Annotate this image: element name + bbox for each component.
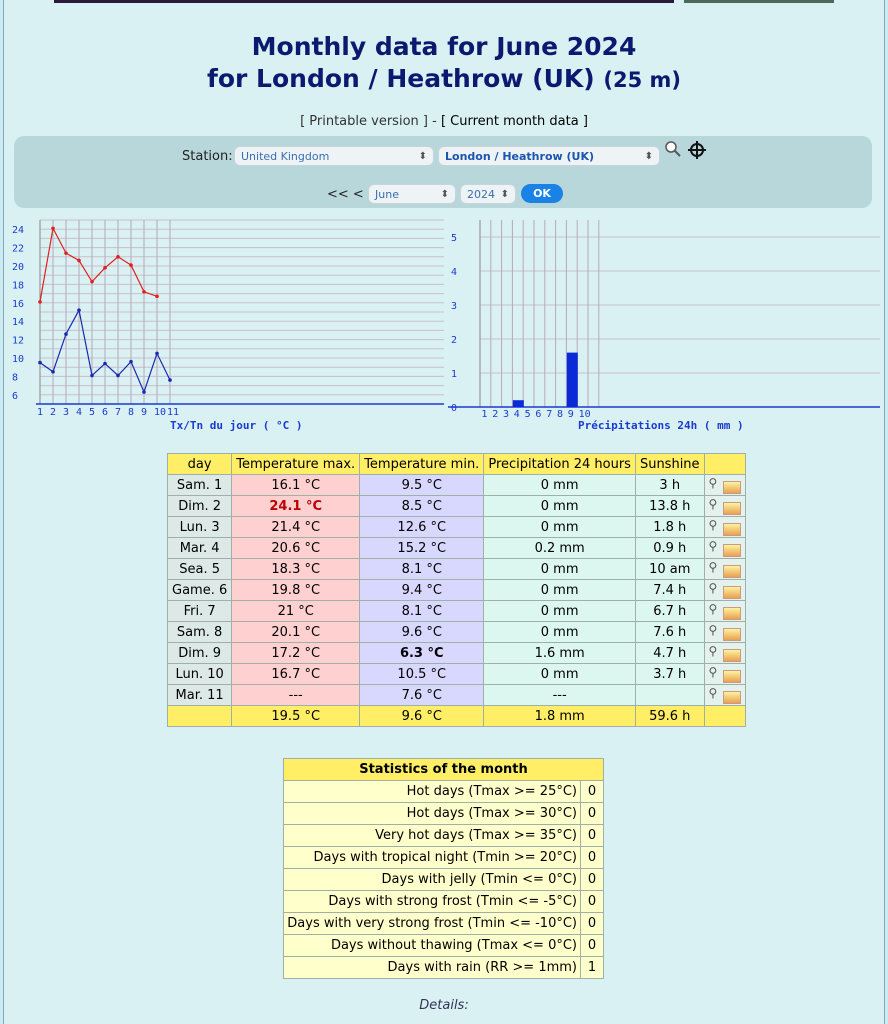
- stats-row: [284, 847, 604, 869]
- title-line1: Monthly data for June 2024: [251, 32, 637, 61]
- table-row: [168, 664, 746, 685]
- totals-row: [168, 706, 746, 727]
- day-details-icon[interactable]: [709, 602, 741, 620]
- cell-tmin: 8.1 °C: [360, 559, 484, 580]
- page-title: [4, 32, 884, 61]
- table-row: [168, 538, 746, 559]
- table-row: [168, 559, 746, 580]
- top-banner-strip: [54, 0, 674, 3]
- links-separator: -: [427, 114, 441, 129]
- y-tick-label: 0: [451, 403, 458, 414]
- tmax-point: [103, 266, 107, 270]
- stats-value: 0: [581, 891, 604, 913]
- stats-label: Days with rain (RR >= 1mm): [284, 957, 581, 979]
- ok-button[interactable]: OK: [521, 184, 563, 203]
- cell-tmin: 9.5 °C: [360, 475, 484, 496]
- precipitation-chart: [448, 212, 884, 434]
- cell-day: Dim. 2: [168, 496, 232, 517]
- links-row: [4, 114, 884, 129]
- cell-prec: 0 mm: [484, 517, 636, 538]
- stats-value: 0: [581, 869, 604, 891]
- stats-row: [284, 891, 604, 913]
- stats-label: Hot days (Tmax >= 25°C): [284, 781, 581, 803]
- cell-sun: 13.8 h: [635, 496, 704, 517]
- x-tick-label: 6: [535, 409, 542, 420]
- day-details-icon[interactable]: [709, 518, 741, 536]
- table-row: [168, 685, 746, 706]
- stats-label: Days without thawing (Tmax <= 0°C): [284, 935, 581, 957]
- x-tick-label: 4: [513, 409, 520, 420]
- tmax-point: [77, 259, 81, 263]
- y-tick-label: 14: [12, 317, 25, 329]
- table-row: [168, 475, 746, 496]
- total-empty: [704, 706, 745, 727]
- cell-day: Game. 6: [168, 580, 232, 601]
- x-tick-label: 1: [481, 409, 488, 420]
- y-tick-label: 1: [451, 369, 458, 380]
- chevron-updown-icon: ⬍: [500, 189, 509, 200]
- cell-tmax: 19.8 °C: [232, 580, 360, 601]
- cell-prec: 0 mm: [484, 622, 636, 643]
- tmin-point: [168, 378, 172, 382]
- tmin-point: [77, 308, 81, 312]
- stats-row: [284, 803, 604, 825]
- table-row: [168, 601, 746, 622]
- cell-tmax: 17.2 °C: [232, 643, 360, 664]
- mini-chart-icon: [723, 586, 741, 599]
- cell-sun: 3.7 h: [635, 664, 704, 685]
- year-value: 2024: [467, 188, 495, 201]
- tmax-point: [51, 226, 55, 230]
- header-tmax: Temperature max.: [232, 454, 360, 475]
- cell-tmax: 24.1 °C: [232, 496, 360, 517]
- magnifier-icon: ⚲: [708, 581, 718, 595]
- y-tick-label: 6: [12, 390, 19, 402]
- stats-value: 0: [581, 825, 604, 847]
- stats-label: Days with strong frost (Tmin <= -5°C): [284, 891, 581, 913]
- header-details: [704, 454, 745, 475]
- cell-day: Mar. 4: [168, 538, 232, 559]
- cell-tmin: 12.6 °C: [360, 517, 484, 538]
- y-tick-label: 18: [12, 280, 25, 292]
- total-tmax: 19.5 °C: [232, 706, 360, 727]
- cell-details: [704, 601, 745, 622]
- total-tmin: 9.6 °C: [360, 706, 484, 727]
- cell-details: [704, 538, 745, 559]
- current-month-link[interactable]: [ Current month data ]: [440, 114, 588, 129]
- cell-details: [704, 496, 745, 517]
- x-tick-label: 9: [567, 409, 574, 420]
- stats-value: 1: [581, 957, 604, 979]
- tmin-point: [129, 360, 133, 364]
- station-value: London / Heathrow (UK): [445, 150, 594, 163]
- stats-label: Hot days (Tmax >= 30°C): [284, 803, 581, 825]
- cell-sun: 1.8 h: [635, 517, 704, 538]
- cell-day: Sea. 5: [168, 559, 232, 580]
- table-row: [168, 496, 746, 517]
- y-tick-label: 5: [451, 233, 458, 244]
- mini-chart-icon: [723, 544, 741, 557]
- cell-details: [704, 685, 745, 706]
- cell-sun: 6.7 h: [635, 601, 704, 622]
- mini-chart-icon: [723, 481, 741, 494]
- cell-prec: 0 mm: [484, 601, 636, 622]
- y-tick-label: 16: [12, 298, 25, 310]
- cell-tmax: 20.1 °C: [232, 622, 360, 643]
- x-tick-label: 7: [115, 407, 122, 418]
- tmin-point: [90, 374, 94, 378]
- cell-day: Lun. 10: [168, 664, 232, 685]
- total-day: [168, 706, 232, 727]
- stats-title: Statistics of the month: [284, 759, 604, 781]
- chevron-updown-icon: ⬍: [440, 189, 449, 200]
- chevron-updown-icon: ⬍: [418, 151, 427, 162]
- station-label: Station:: [182, 149, 233, 164]
- stats-row: [284, 825, 604, 847]
- y-tick-label: 24: [12, 225, 25, 237]
- details-label: Details:: [419, 998, 469, 1013]
- x-tick-label: 1: [37, 407, 44, 418]
- y-tick-label: 4: [451, 267, 458, 278]
- mini-chart-icon: [723, 628, 741, 641]
- cell-tmin: 10.5 °C: [360, 664, 484, 685]
- crosshair-icon[interactable]: [687, 140, 707, 164]
- month-value: June: [375, 188, 399, 201]
- header-precipitation: Precipitation 24 hours: [484, 454, 636, 475]
- cell-prec: 0 mm: [484, 475, 636, 496]
- tmin-point: [38, 361, 42, 365]
- cell-tmin: 9.6 °C: [360, 622, 484, 643]
- stats-value: 0: [581, 935, 604, 957]
- mini-chart-icon: [723, 523, 741, 536]
- tmin-point: [142, 390, 146, 394]
- cell-sun: 7.4 h: [635, 580, 704, 601]
- x-tick-label: 10: [578, 409, 591, 420]
- magnifier-icon: ⚲: [708, 644, 718, 658]
- mini-chart-icon: [723, 502, 741, 515]
- mini-chart-icon: [723, 607, 741, 620]
- page-subtitle: [4, 64, 884, 93]
- cell-prec: 1.6 mm: [484, 643, 636, 664]
- cell-tmax: 16.1 °C: [232, 475, 360, 496]
- tmax-point: [90, 280, 94, 284]
- x-tick-label: 5: [89, 407, 96, 418]
- magnifier-icon: ⚲: [708, 497, 718, 511]
- year-select[interactable]: [460, 184, 516, 204]
- cell-details: [704, 643, 745, 664]
- mini-chart-icon: [723, 649, 741, 662]
- cell-details: [704, 559, 745, 580]
- title-altitude: (25 m): [603, 68, 682, 92]
- y-tick-label: 3: [451, 301, 458, 312]
- table-row: [168, 517, 746, 538]
- cell-day: Dim. 9: [168, 643, 232, 664]
- stats-label: Days with tropical night (Tmin >= 20°C): [284, 847, 581, 869]
- magnifier-icon: ⚲: [708, 518, 718, 532]
- mini-chart-icon: [723, 565, 741, 578]
- x-tick-label: 8: [557, 409, 564, 420]
- x-tick-label: 6: [102, 407, 109, 418]
- header-tmin: Temperature min.: [360, 454, 484, 475]
- day-details-icon[interactable]: [709, 623, 741, 641]
- cell-tmin: 7.6 °C: [360, 685, 484, 706]
- daily-data-table: [167, 453, 746, 727]
- table-header-row: [168, 454, 746, 475]
- cell-details: [704, 517, 745, 538]
- cell-sun: 3 h: [635, 475, 704, 496]
- stats-row: [284, 913, 604, 935]
- y-tick-label: 8: [12, 372, 19, 384]
- y-tick-label: 20: [12, 262, 25, 273]
- tmax-point: [64, 251, 68, 255]
- cell-details: [704, 580, 745, 601]
- cell-tmin: 6.3 °C: [360, 643, 484, 664]
- day-details-icon[interactable]: [709, 686, 741, 704]
- x-tick-label: 3: [503, 409, 510, 420]
- rain-chart-xlabel: Précipitations 24h ( mm ): [578, 419, 744, 432]
- cell-day: Sam. 8: [168, 622, 232, 643]
- tmin-point: [155, 352, 159, 356]
- x-tick-label: 8: [128, 407, 135, 418]
- cell-tmax: 20.6 °C: [232, 538, 360, 559]
- x-tick-label: 2: [492, 409, 499, 420]
- stats-row: [284, 781, 604, 803]
- y-tick-label: 2: [451, 335, 458, 346]
- tmax-line: [40, 228, 157, 302]
- header-day: day: [168, 454, 232, 475]
- x-tick-label: 3: [63, 407, 70, 418]
- stats-value: 0: [581, 913, 604, 935]
- x-tick-label: 2: [50, 407, 57, 418]
- tmin-point: [51, 370, 55, 374]
- cell-details: [704, 664, 745, 685]
- stats-value: 0: [581, 847, 604, 869]
- table-row: [168, 643, 746, 664]
- country-value: United Kingdom: [241, 150, 330, 163]
- temp-chart-xlabel: Tx/Tn du jour ( °C ): [170, 419, 303, 432]
- cell-tmax: 16.7 °C: [232, 664, 360, 685]
- cell-prec: 0 mm: [484, 496, 636, 517]
- magnifier-icon: ⚲: [708, 476, 718, 490]
- table-row: [168, 580, 746, 601]
- x-tick-label: 7: [546, 409, 553, 420]
- month-select[interactable]: [368, 184, 456, 204]
- cell-details: [704, 475, 745, 496]
- precipitation-bar: [567, 353, 578, 407]
- search-icon[interactable]: [664, 140, 682, 162]
- day-details-icon[interactable]: [709, 560, 741, 578]
- cell-tmin: 9.4 °C: [360, 580, 484, 601]
- magnifier-icon: ⚲: [708, 602, 718, 616]
- tmax-point: [155, 295, 159, 299]
- header-sunshine: Sunshine: [635, 454, 704, 475]
- day-details-icon[interactable]: [709, 476, 741, 494]
- tmax-point: [142, 290, 146, 294]
- top-banner-image: [684, 0, 834, 3]
- day-details-icon[interactable]: [709, 539, 741, 557]
- stats-label: Days with jelly (Tmin <= 0°C): [284, 869, 581, 891]
- printable-link[interactable]: [ Printable version ]: [300, 114, 428, 129]
- cell-tmin: 8.1 °C: [360, 601, 484, 622]
- y-tick-label: 10: [12, 354, 25, 365]
- y-tick-label: 12: [12, 335, 25, 347]
- tmax-point: [38, 300, 42, 304]
- station-select[interactable]: [438, 146, 660, 166]
- previous-month-link[interactable]: << <: [327, 187, 364, 202]
- magnifier-icon: ⚲: [708, 686, 718, 700]
- stats-value: 0: [581, 803, 604, 825]
- stats-value: 0: [581, 781, 604, 803]
- cell-day: Sam. 1: [168, 475, 232, 496]
- cell-prec: 0 mm: [484, 580, 636, 601]
- day-details-icon[interactable]: [709, 644, 741, 662]
- magnifier-icon: ⚲: [708, 560, 718, 574]
- cell-tmin: 15.2 °C: [360, 538, 484, 559]
- x-tick-label: 4: [76, 407, 83, 418]
- title-line2: for London / Heathrow (UK): [206, 64, 595, 93]
- table-row: [168, 622, 746, 643]
- tmin-point: [103, 362, 107, 366]
- cell-day: Mar. 11: [168, 685, 232, 706]
- total-sun: 59.6 h: [635, 706, 704, 727]
- tmin-point: [116, 374, 120, 378]
- precipitation-bar: [513, 400, 524, 407]
- cell-tmax: 21.4 °C: [232, 517, 360, 538]
- page: [3, 0, 885, 1024]
- cell-sun: 4.7 h: [635, 643, 704, 664]
- magnifier-icon: ⚲: [708, 665, 718, 679]
- total-prec: 1.8 mm: [484, 706, 636, 727]
- stats-row: [284, 935, 604, 957]
- cell-day: Lun. 3: [168, 517, 232, 538]
- cell-prec: ---: [484, 685, 636, 706]
- station-form: [14, 136, 872, 208]
- cell-tmin: 8.5 °C: [360, 496, 484, 517]
- x-tick-label: 11: [167, 407, 180, 418]
- tmin-point: [64, 332, 68, 336]
- day-details-icon[interactable]: [709, 581, 741, 599]
- cell-sun: 7.6 h: [635, 622, 704, 643]
- x-tick-label: 5: [524, 409, 531, 420]
- stats-label: Very hot days (Tmax >= 35°C): [284, 825, 581, 847]
- cell-sun: 0.9 h: [635, 538, 704, 559]
- monthly-statistics-table: [283, 758, 604, 979]
- stats-label: Days with very strong frost (Tmin <= -10°C): [284, 913, 581, 935]
- cell-sun: [635, 685, 704, 706]
- cell-sun: 10 am: [635, 559, 704, 580]
- magnifier-icon: ⚲: [708, 539, 718, 553]
- x-tick-label: 10: [154, 407, 167, 418]
- stats-row: [284, 957, 604, 979]
- x-tick-label: 9: [141, 407, 148, 418]
- mini-chart-icon: [723, 670, 741, 683]
- mini-chart-icon: [723, 691, 741, 704]
- cell-prec: 0.2 mm: [484, 538, 636, 559]
- magnifier-icon: ⚲: [708, 623, 718, 637]
- temperature-chart: [4, 212, 448, 434]
- country-select[interactable]: [234, 146, 434, 166]
- cell-tmax: ---: [232, 685, 360, 706]
- cell-tmax: 21 °C: [232, 601, 360, 622]
- stats-row: [284, 869, 604, 891]
- tmax-point: [129, 263, 133, 267]
- cell-prec: 0 mm: [484, 664, 636, 685]
- cell-day: Fri. 7: [168, 601, 232, 622]
- cell-details: [704, 622, 745, 643]
- tmax-point: [116, 255, 120, 259]
- day-details-icon[interactable]: [709, 665, 741, 683]
- day-details-icon[interactable]: [709, 497, 741, 515]
- chevron-updown-icon: ⬍: [644, 151, 653, 162]
- cell-prec: 0 mm: [484, 559, 636, 580]
- cell-tmax: 18.3 °C: [232, 559, 360, 580]
- y-tick-label: 22: [12, 243, 25, 255]
